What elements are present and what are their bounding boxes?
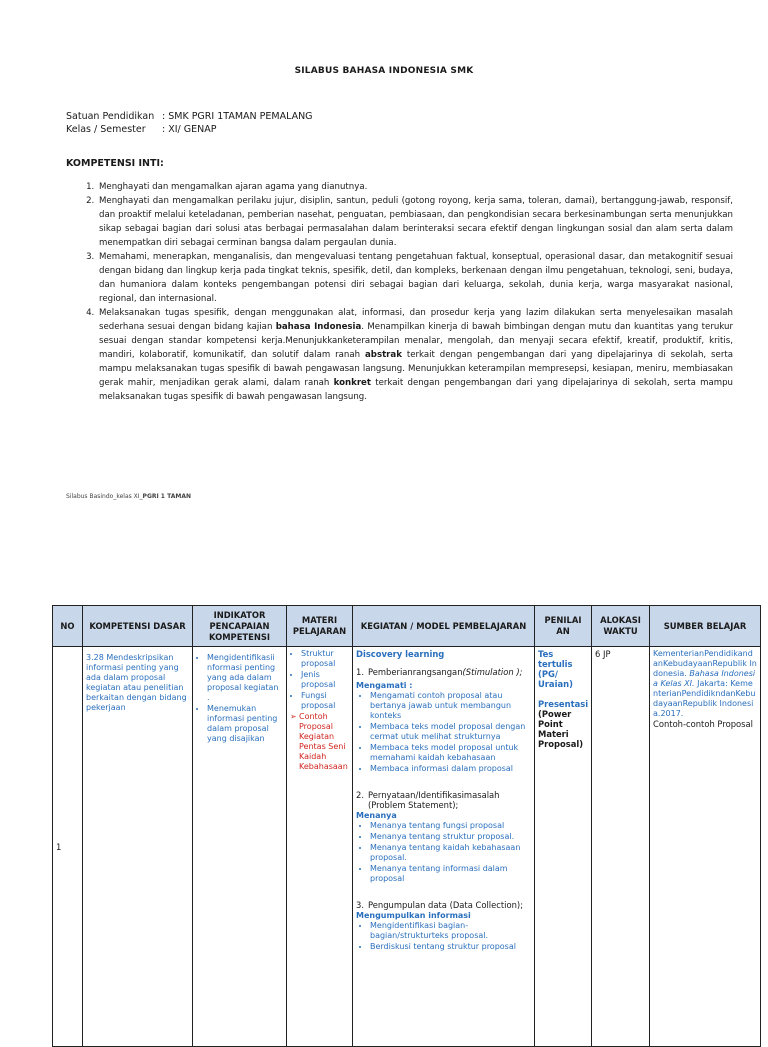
materi-list — [290, 649, 349, 711]
syllabus-table — [52, 605, 761, 1047]
header-kegiatan: KEGIATAN / MODEL PEMBELAJARAN — [353, 606, 535, 647]
footer-school: PGRI 1 TAMAN — [142, 493, 191, 500]
cell-kegiatan — [353, 647, 535, 1047]
mengumpulkan-heading: Mengumpulkan informasi — [356, 911, 471, 920]
header-indikator: INDIKATOR PENCAPAIAN KOMPETENSI — [193, 606, 287, 647]
step-1-text: Pemberianrangsangan — [368, 667, 463, 677]
step-3: 3. Pengumpulan data (Data Collection); — [356, 900, 524, 910]
ki4-text: terkait dengan pengembangan dari yang dipelajarinya di sekolah, serta mampu melaksanakan tugas spesifik di bawah pengawasan langsung. — [99, 378, 733, 402]
sumber-contoh: Contoh-contoh Proposal — [653, 719, 753, 729]
cell-no: 1 — [53, 647, 83, 1047]
materi-red-text: Contoh Proposal Kegiatan Pentas Seni Kaidah Kebahasaan — [299, 712, 348, 771]
ki4-text: . Menampilkan kinerja di bawah bimbingan dengan mutu dan kuantitas yang terukur sesuai dengan standar kompetensi kerja.Menunjukkanketerampilan menalar, mengolah, dan menyaji secara efektif, kreatif, produktif, kritis, mandiri, kolaboratif, komunikatif, dan solutif dalam ranah — [99, 322, 733, 360]
meta-label: Satuan Pendidikan — [66, 111, 155, 122]
list-item: • Menanya tentang fungsi proposal — [370, 821, 531, 831]
page-footer — [66, 493, 191, 500]
step-3-text: Pengumpulan data (Data Collection); — [368, 900, 524, 910]
penilaian-presentasi-detail: (Power Point Materi Proposal) — [538, 709, 584, 749]
ki4-bold: bahasa Indonesia — [275, 322, 362, 332]
cell-penilaian — [535, 647, 592, 1047]
ki-item: 3. Memahami, menerapkan, menganalisis, dan mengevaluasi tentang pengetahuan faktual, konseptual, operasional dasar, dan metakognitif sesuai dengan bidang dan lingkup kerja pada tingkat teknis, spesifik, detil, dan kompleks, berkenaan dengan ilmu pengetahuan, teknologi, seni, budaya, dan humaniora dalam konteks pengembangan potensi diri sebagai bagian dari keluarga, sekolah, dunia kerja, warga masyarakat nasional, regional, dan internasional. — [97, 250, 733, 306]
step-2: 2. Pernyataan/Identifikasimasalah (Problem Statement); — [356, 790, 531, 810]
sumber-italic: Bahasa Indonesia Kelas XI. — [653, 669, 756, 688]
header-penilaian: PENILAI AN — [535, 606, 592, 647]
meta-value: : SMK PGRI 1TAMAN PEMALANG — [162, 111, 313, 122]
ki-heading: KOMPETENSI INTI: — [66, 158, 164, 169]
list-item: • Mengidentifikasii nformasi penting yang ada dalam proposal kegiatan . — [207, 653, 283, 703]
footer-text: Silabus Basindo_kelas XI_ — [66, 493, 143, 500]
ki-item: 1. Menghayati dan mengamalkan ajaran agama yang dianutnya. — [97, 180, 733, 194]
model-label: Discovery learning — [356, 649, 445, 659]
list-item: • Membaca teks model proposal dengan cermat utuk melihat strukturnya — [370, 722, 531, 742]
list-item: • Jenis proposal — [301, 670, 349, 690]
penilaian-presentasi: Presentasi — [538, 699, 589, 709]
indikator-list — [196, 653, 283, 744]
header-kompetensi-dasar: KOMPETENSI DASAR — [83, 606, 193, 647]
cell-alokasi: 6 JP — [592, 647, 650, 1047]
menanya-list — [356, 821, 531, 884]
ki-list — [66, 180, 733, 404]
list-item: • Menemukan informasi penting dalam proposal yang disajikan — [207, 704, 283, 744]
mengamati-list — [356, 691, 531, 774]
step-2-text: Pernyataan/Identifikasimasalah (Problem Statement); — [368, 790, 500, 810]
step-1-italic: (Stimulation ); — [462, 667, 523, 677]
list-item: • Membaca informasi dalam proposal — [370, 764, 531, 774]
meta-label: Kelas / Semester — [66, 124, 146, 135]
arrow-bullet-icon: ➢ — [290, 712, 297, 721]
document-title: SILABUS BAHASA INDONESIA SMK — [294, 66, 474, 76]
cell-sumber — [650, 647, 761, 1047]
step-1: 1. Pemberianrangsangan(Stimulation ); — [356, 667, 523, 677]
sumber-text-2: Jakarta: KementerianPendidikndanKebudayaanRepublik Indonesia.2017. — [653, 679, 756, 718]
table-row — [53, 647, 761, 1047]
list-item: • Mengamati contoh proposal atau bertanya jawab untuk membangun konteks — [370, 691, 531, 721]
list-item: • Mengidentifikasi bagian-bagian/strukturteks proposal. — [370, 921, 531, 941]
menanya-heading: Menanya — [356, 811, 397, 820]
meta-value: : XI/ GENAP — [162, 124, 217, 135]
meta-satuan-pendidikan — [66, 111, 313, 122]
header-materi: MATERI PELAJARAN — [287, 606, 353, 647]
list-item: • Membaca teks model proposal untuk memahami kaidah kebahasaan — [370, 743, 531, 763]
header-no: NO — [53, 606, 83, 647]
mengamati-heading: Mengamati : — [356, 681, 413, 690]
list-item: • Menanya tentang struktur proposal. — [370, 832, 531, 842]
penilaian-tes: Tes tertulis (PG/ Uraian) — [538, 649, 573, 689]
ki-item: 2. Menghayati dan mengamalkan perilaku jujur, disiplin, santun, peduli (gotong royong, kerja sama, toleran, damai), bertanggung-jawab, responsif, dan proaktif melalui keteladanan, pemberian nasehat, penguatan, pembiasaan, dan pengkondisian secara berkesinambungan serta menunjukkan sikap sebagai bagian dari solusi atas berbagai permasalahan dalam berinteraksi secara efektif dengan lingkungan sosial dan alam serta dalam menempatkan diri sebagai cerminan bangsa dalam pergaulan dunia. — [97, 194, 733, 250]
table-header-row — [53, 606, 761, 647]
list-item: • Menanya tentang kaidah kebahasaan proposal. — [370, 843, 531, 863]
cell-materi — [287, 647, 353, 1047]
header-alokasi: ALOKASI WAKTU — [592, 606, 650, 647]
meta-kelas-semester — [66, 124, 216, 135]
cell-kompetensi-dasar: 3.28 Mendeskripsikan informasi penting yang ada dalam proposal kegiatan atau penelitian berkaitan dengan bidang pekerjaan — [83, 647, 193, 1047]
ki4-bold: konkret — [333, 378, 371, 388]
list-item: • Berdiskusi tentang struktur proposal — [370, 942, 531, 952]
mengumpulkan-list — [356, 921, 531, 952]
sumber-text: KementerianPendidikandanKebudayaanRepublik Indonesia. — [653, 649, 757, 678]
ki4-bold: abstrak — [365, 350, 402, 360]
ki-item — [97, 306, 733, 404]
ki4-text: Melaksanakan tugas spesifik, dengan menggunakan alat, informasi, dan prosedur kerja yang lazim dilakukan serta menyelesaikan masalah sederhana sesuai dengan bidang kajian — [99, 308, 733, 332]
cell-indikator — [193, 647, 287, 1047]
list-item: • Fungsi proposal — [301, 691, 349, 711]
list-item: • Struktur proposal — [301, 649, 349, 669]
ki4-text: terkait dengan pengembangan dari yang dipelajarinya di sekolah, serta mampu melaksanakan tugas spesifik di bawah pengawasan langsung. Menunjukkan keterampilan mempresepsi, kesiapan, meniru, membiasakan gerak mahir, menjadikan gerak alami, dalam ranah — [99, 350, 733, 388]
list-item: • Menanya tentang informasi dalam proposal — [370, 864, 531, 884]
header-sumber: SUMBER BELAJAR — [650, 606, 761, 647]
materi-red-item — [290, 712, 349, 772]
